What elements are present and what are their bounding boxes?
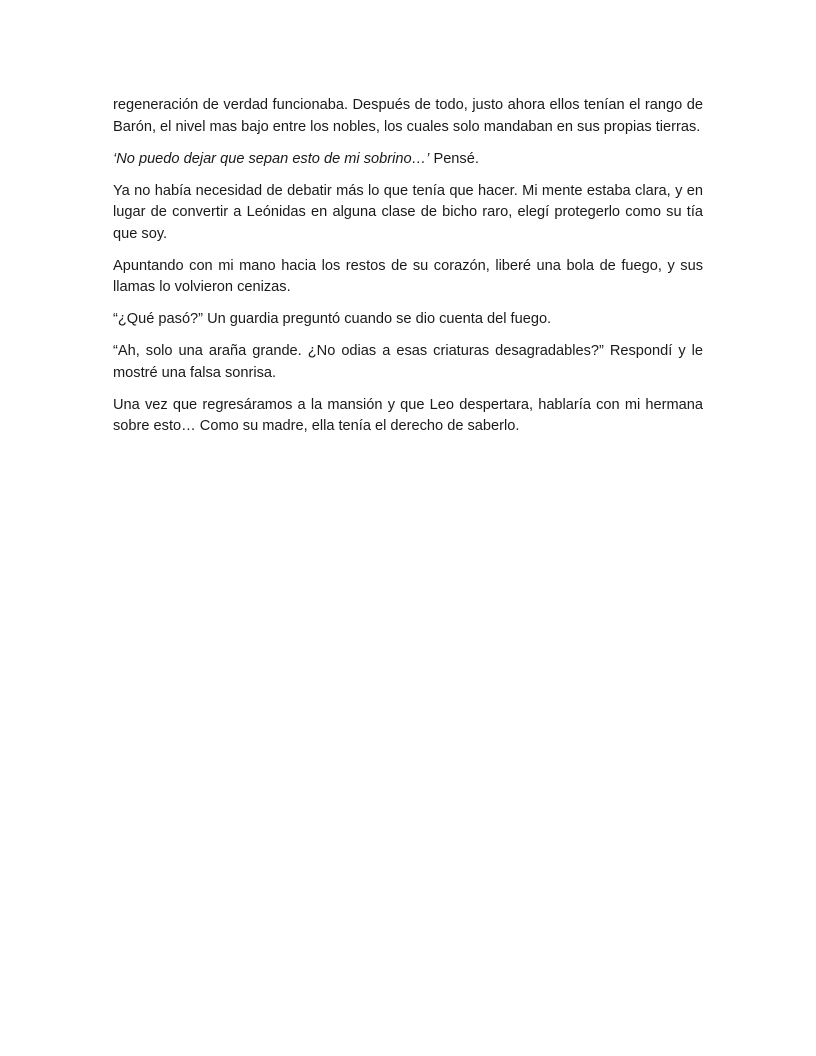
paragraph-7 xyxy=(113,395,703,438)
document-body xyxy=(113,95,703,448)
paragraph-3 xyxy=(113,181,703,246)
paragraph-7-text: Una vez que regresáramos a la mansión y que Leo despertara, hablaría con mi hermana sobre esto… Como su madre, ella tenía el derecho de saberlo. xyxy=(113,396,703,434)
paragraph-1 xyxy=(113,95,703,138)
paragraph-3-text: Ya no había necesidad de debatir más lo que tenía que hacer. Mi mente estaba clara, y en lugar de convertir a Leónidas en alguna clase de bicho raro, elegí protegerlo como su tía que soy. xyxy=(113,182,703,242)
paragraph-5 xyxy=(113,309,703,331)
paragraph-2-text: Pensé. xyxy=(429,150,479,167)
paragraph-6 xyxy=(113,341,703,384)
paragraph-4-text: Apuntando con mi mano hacia los restos de su corazón, liberé una bola de fuego, y sus llamas lo volvieron cenizas. xyxy=(113,257,703,295)
paragraph-4 xyxy=(113,256,703,299)
paragraph-1-text: regeneración de verdad funcionaba. Después de todo, justo ahora ellos tenían el rango de Barón, el nivel mas bajo entre los nobles, los cuales solo mandaban en sus propias tierras. xyxy=(113,97,703,135)
paragraph-6-text: “Ah, solo una araña grande. ¿No odias a esas criaturas desagradables?” Respondí y le mostré una falsa sonrisa. xyxy=(113,343,703,381)
paragraph-2 xyxy=(113,149,703,171)
paragraph-5-text: “¿Qué pasó?” Un guardia preguntó cuando se dio cuenta del fuego. xyxy=(113,311,552,327)
paragraph-2-thought: ‘No puedo dejar que sepan esto de mi sobrino…’ xyxy=(113,150,430,167)
